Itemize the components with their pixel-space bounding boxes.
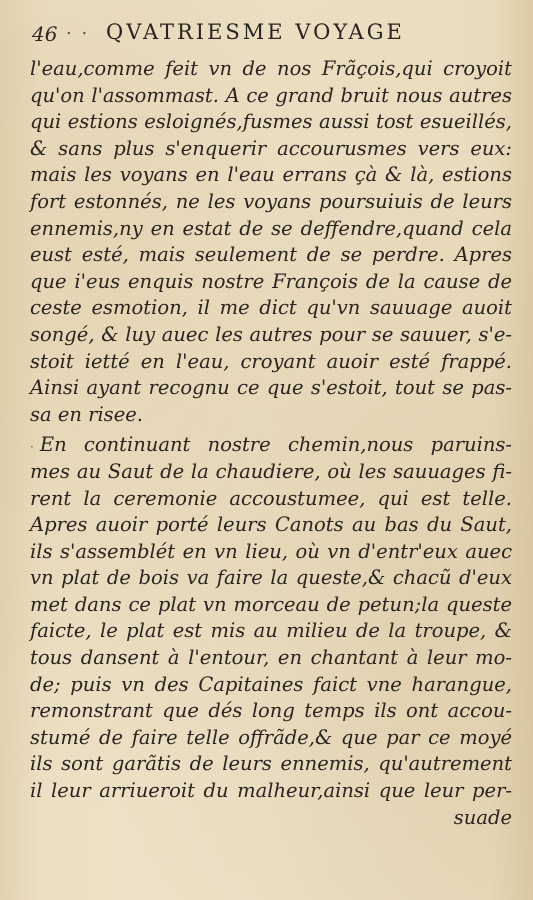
text-line: fort estonnés, ne les voyans poursuiuis de leurs [30,189,512,213]
text-line: Apres auoir porté leurs Canots au bas du Saut, [30,513,512,537]
text-line: de; puis vn des Capitaines faict vne harangue, [30,672,512,696]
text-line: stoit ietté en l'eau, croyant auoir esté frappé. [30,349,512,373]
text-line: met dans ce plat vn morceau de petun;la queste [30,592,512,616]
text-line: eust esté, mais seulement de se perdre. Apres [30,243,512,267]
text-line: mais les voyans en l'eau errans çà & là, estions [30,163,512,187]
text-line: qui estions esloignés,fusmes aussi tost esueillés, [30,110,512,134]
text-line: remonstrant que dés long temps ils ont accou- [30,699,512,723]
text-line: faicte, le plat est mis au milieu de la troupe, & [30,619,512,643]
paragraph-mark: · [30,440,34,455]
text-line: stumé de faire telle offrãde,& que par ce moyé [30,725,512,749]
running-head [32,18,503,48]
catchword: suade [453,805,512,829]
text-line: ennemis,ny en estat de se deffendre,quand cela [30,216,512,240]
text-line: & sans plus s'enquerir accourusmes vers eux: [30,136,512,160]
text-line: Ainsi ayant recognu ce que s'estoit, tout se pas- [30,376,512,400]
text-line: ils s'assemblét en vn lieu, où vn d'entr'eux auec [30,539,512,563]
body-text [30,56,512,831]
text-line: En continuant nostre chemin,nous paruins- [39,433,512,457]
page-number: 46 [32,22,58,46]
text-line: songé, & luy auec les autres pour se sauuer, s'e- [30,322,512,346]
paragraph-first-line [30,432,512,459]
text-line: ils sont garãtis de leurs ennemis, qu'autrement [30,752,512,776]
header-ornament: . . [66,18,90,39]
text-line: qu'on l'assommast. A ce grand bruit nous autres [30,83,512,107]
text-line: sa en risee. [30,402,143,426]
text-line: vn plat de bois va faire la queste,& chacũ d'eux [30,566,512,590]
text-line: tous dansent à l'entour, en chantant à leur mo- [30,646,512,670]
text-line: mes au Saut de la chaudiere, où les sauuages fi- [30,459,512,483]
text-line: il leur arriueroit du malheur,ainsi que leur per- [30,779,512,803]
running-title: QVATRIESME VOYAGE [106,20,405,44]
text-line: ceste esmotion, il me dict qu'vn sauuage auoit [30,296,512,320]
text-line: l'eau,comme feit vn de nos Frãçois,qui croyoit [30,57,512,80]
text-line: rent la ceremonie accoustumee, qui est telle. [30,486,512,510]
text-line: que i'eus enquis nostre François de la cause de [30,269,512,293]
